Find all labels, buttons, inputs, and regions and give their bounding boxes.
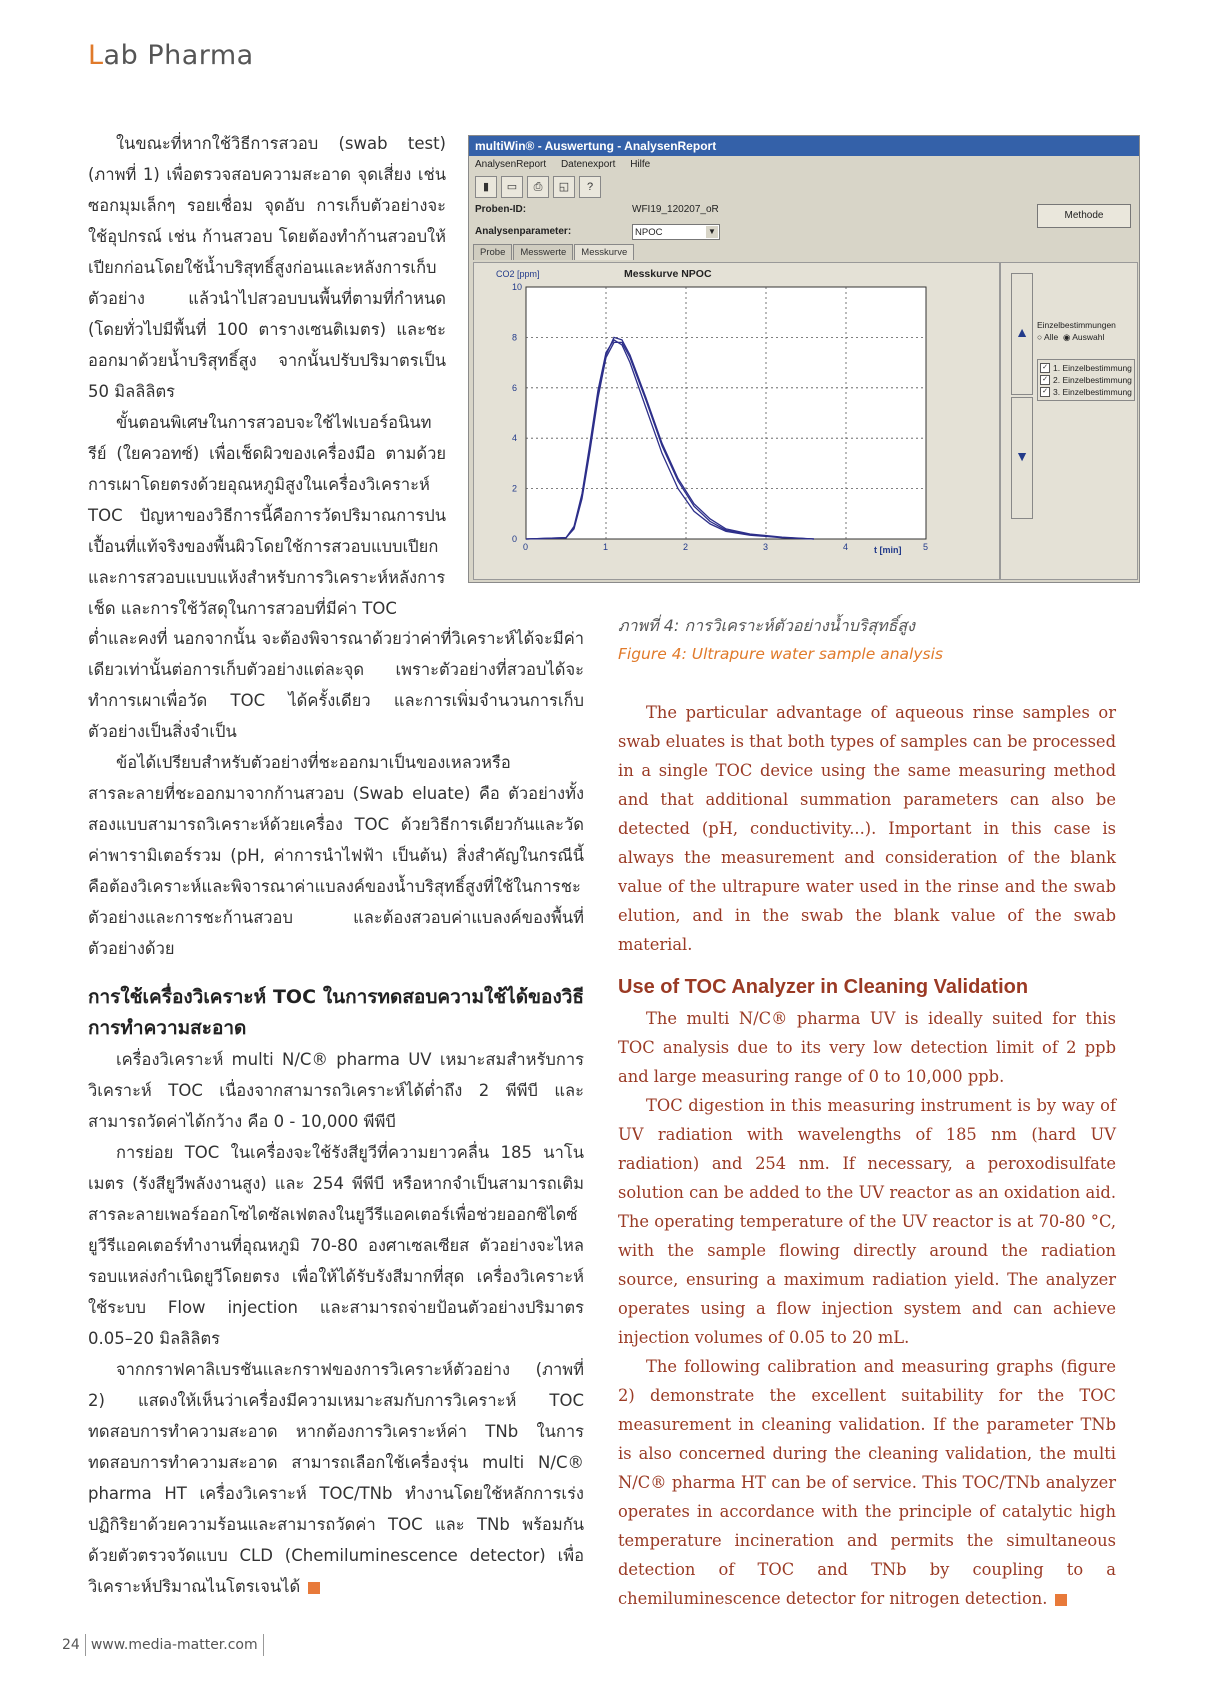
thai-paragraph-6-text: จากกราฟคาลิเบรชันและกราฟของการวิเคราะห์ตัวอย่าง (ภาพที่ 2) แสดงให้เห็นว่าเครื่องมีความเหมาะสมกับการวิเคราะห์ TOC ทดสอบการทำความสะอาด หากต้องการวิเคราะห์ค่า TNb ในการทดสอบการทำความสะอาด สามารถเลือกใช้เครื่องรุ่น multi N/C® pharma HT เครื่องวิเคราะห์ TOC/TNb ทำงานโดยใช้หลักการเร่งปฏิกิริยาด้วยความร้อนและสามารถวัดค่า TOC และ TNb พร้อมกันด้วยตัวตรวจวัดแบบ CLD (Chemiluminescence detector) เพื่อวิเคราะห์ปริมาณไนโตรเจนได้ bbox=[88, 1360, 584, 1596]
parameter-label: Analysenparameter: bbox=[475, 226, 572, 237]
plot-area bbox=[526, 287, 926, 539]
english-paragraph-2: The multi N/C® pharma UV is ideally suited for this TOC analysis due to its very low detection limit of 2 ppb and large measuring range of 0 to 10,000 ppb. bbox=[618, 1009, 1116, 1086]
checkbox-3[interactable] bbox=[1040, 386, 1132, 398]
chart-title: Messkurve NPOC bbox=[624, 268, 712, 280]
thai-section-heading: การใช้เครื่องวิเคราะห์ TOC ในการทดสอบความใช้ได้ของวิธีการทำความสะอาด bbox=[88, 986, 584, 1039]
checkbox-3-label: 3. Einzelbestimmung bbox=[1053, 387, 1132, 397]
thai-paragraph-2: ขั้นตอนพิเศษในการสวอบจะใช้ไฟเบอร์อนินทรีย์ (ใยควอทซ์) เพื่อเช็ดผิวของเครื่องมือ ตามด้วยการเผาโดยตรงด้วยอุณหภูมิสูงในเครื่องวิเคราะห์ TOC ปัญหาของวิธีการนี้คือการวัดปริมาณการปนเปื้อนที่แท้จริงของพื้นผิวโดยใช้การสวอบแบบเปียกและการสวอบแบบแห้งสำหรับการวิเคราะห์หลังการเช็ด และการใช้วัสดุในการสวอบที่มีค่า TOC bbox=[88, 413, 446, 618]
menu-item-hilfe[interactable]: Hilfe bbox=[630, 159, 651, 170]
english-section-heading: Use of TOC Analyzer in Cleaning Validation bbox=[618, 976, 1029, 998]
arrow-up-icon: ▲ bbox=[1015, 324, 1029, 340]
x-tick-label: 4 bbox=[843, 542, 849, 552]
radio-auswahl-label: Auswahl bbox=[1072, 332, 1105, 342]
menu-bar bbox=[469, 156, 1139, 174]
y-tick-label: 2 bbox=[512, 483, 518, 494]
page-footer bbox=[62, 1634, 269, 1656]
checkmark-icon: ✓ bbox=[1040, 375, 1050, 385]
checkmark-icon: ✓ bbox=[1040, 363, 1050, 373]
x-tick-label: 1 bbox=[603, 542, 609, 552]
end-mark-icon bbox=[1055, 1594, 1067, 1606]
brand-rest: ab Pharma bbox=[103, 40, 254, 71]
window-title: multiWin® - Auswertung - AnalysenReport bbox=[469, 136, 1139, 156]
radio-alle-label: Alle bbox=[1044, 332, 1059, 342]
open-folder-icon[interactable]: ▭ bbox=[501, 176, 523, 198]
checkbox-list bbox=[1037, 359, 1135, 401]
group-title: Einzelbestimmungen bbox=[1037, 320, 1116, 330]
x-axis-label: t [min] bbox=[874, 545, 902, 555]
footer-divider bbox=[85, 1634, 86, 1656]
website-url[interactable]: www.media-matter.com bbox=[90, 1637, 258, 1653]
preview-icon[interactable]: ◱ bbox=[553, 176, 575, 198]
y-tick-label: 4 bbox=[512, 433, 518, 444]
menu-item-datenexport[interactable]: Datenexport bbox=[560, 159, 616, 170]
radio-auswahl[interactable]: ◉ Auswahl bbox=[1062, 332, 1105, 342]
y-tick-label: 8 bbox=[512, 332, 518, 343]
help-icon[interactable]: ? bbox=[579, 176, 601, 198]
y-tick-label: 0 bbox=[512, 534, 518, 544]
scroll-up-button[interactable] bbox=[1011, 273, 1033, 395]
exit-icon[interactable]: ▮ bbox=[475, 176, 497, 198]
thai-column-bottom bbox=[88, 623, 584, 1602]
checkbox-2[interactable] bbox=[1040, 374, 1132, 386]
measurement-chart bbox=[474, 263, 999, 579]
english-column bbox=[618, 698, 1116, 1613]
side-panel bbox=[1000, 262, 1138, 580]
scroll-down-button[interactable] bbox=[1011, 397, 1033, 519]
checkbox-1[interactable] bbox=[1040, 362, 1132, 374]
radio-row bbox=[1037, 331, 1135, 343]
thai-paragraph-5: การย่อย TOC ในเครื่องจะใช้รังสียูวีที่ความยาวคลื่น 185 นาโนเมตร (รังสียูวีพลังงานสูง) และ 254 พีพีบี หรือหากจำเป็นสามารถเติมสารละลายเพอร์ออกโซไดซัลเฟตลงในยูวีรีแอคเตอร์เพื่อช่วยออกซิไดซ์ ยูวีรีแอคเตอร์ทำงานที่อุณหภูมิ 70-80 องศาเซลเซียส ตัวอย่างจะไหลรอบแหล่งกำเนิดยูวีโดยตรง เพื่อให้ได้รับรังสีมากที่สุด เครื่องวิเคราะห์ใช้ระบบ Flow injection และสามารถจ่ายป้อนตัวอย่างปริมาตร 0.05–20 มิลลิลิตร bbox=[88, 1143, 584, 1348]
print-icon[interactable]: ⎙ bbox=[527, 176, 549, 198]
x-tick-label: 0 bbox=[523, 542, 529, 552]
radio-alle[interactable]: ○ Alle bbox=[1037, 332, 1059, 342]
thai-paragraph-4: เครื่องวิเคราะห์ multi N/C® pharma UV เหมาะสมสำหรับการวิเคราะห์ TOC เนื่องจากสามารถวิเคราะห์ได้ต่ำถึง 2 พีพีบี และสามารถวัดค่าได้กว้าง คือ 0 - 10,000 พีพีบี bbox=[88, 1050, 584, 1131]
menu-item-analysenreport[interactable]: AnalysenReport bbox=[475, 159, 547, 170]
proben-id-value: WFI19_120207_oR bbox=[632, 204, 719, 215]
x-tick-label: 3 bbox=[763, 542, 769, 552]
footer-divider bbox=[263, 1634, 264, 1656]
y-tick-label: 6 bbox=[512, 382, 518, 393]
caption-english: Figure 4: Ultrapure water sample analysis bbox=[618, 645, 943, 663]
english-paragraph-4 bbox=[618, 1352, 1116, 1613]
checkbox-2-label: 2. Einzelbestimmung bbox=[1053, 375, 1132, 385]
thai-paragraph-6 bbox=[88, 1354, 584, 1602]
checkbox-1-label: 1. Einzelbestimmung bbox=[1053, 363, 1132, 373]
figure-caption bbox=[618, 614, 943, 663]
english-paragraph-1: The particular advantage of aqueous rinse samples or swab eluates is that both types of samples can be processed in a single TOC device using the same measuring method and that additional summation parameters can also be detected (pH, conductivity...). Important in this case is always the measurement and consideration of the blank value of the ultrapure water used in the rinse and the swab elution, and in the swab the blank value of the swab material. bbox=[618, 703, 1116, 954]
caption-thai: ภาพที่ 4: การวิเคราะห์ตัวอย่างน้ำบริสุทธิ์สูง bbox=[618, 616, 915, 635]
einzelbestimmungen-group bbox=[1037, 319, 1135, 401]
x-tick-label: 2 bbox=[683, 542, 689, 552]
parameter-select-value: NPOC bbox=[635, 227, 663, 238]
tab-probe[interactable]: Probe bbox=[473, 244, 512, 260]
english-paragraph-4-text: The following calibration and measuring graphs (figure 2) demonstrate the excellent suitability for the TOC measurement in cleaning validation. If the parameter TNb is also concerned during the cleaning validation, the multi N/C® pharma HT can be of service. This TOC/TNb analyzer operates in accordance with the principle of catalytic high temperature incineration and permits the simultaneous detection of TOC and TNb by coupling to a chemiluminescence detector for nitrogen detection. bbox=[618, 1357, 1116, 1608]
methode-button[interactable]: Methode bbox=[1037, 204, 1131, 228]
proben-id-label: Proben-ID: bbox=[475, 204, 527, 215]
parameter-select[interactable] bbox=[632, 224, 720, 240]
toolbar bbox=[469, 174, 1139, 200]
thai-column-top bbox=[88, 128, 446, 624]
magazine-header bbox=[88, 40, 254, 71]
thai-paragraph-1: ในขณะที่หากใช้วิธีการสวอบ (swab test) (ภาพที่ 1) เพื่อตรวจสอบความสะอาด จุดเสี่ยง เช่น ซอกมุมเล็กๆ รอยเชื่อม จุดอับ การเก็บตัวอย่างจะใช้อุปกรณ์ เช่น ก้านสวอบ โดยต้องทำก้านสวอบให้เปียกก่อนโดยใช้น้ำบริสุทธิ์สูงก่อนและหลังการเก็บตัวอย่าง แล้วนำไปสวอบบนพื้นที่ตามที่กำหนด (โดยทั่วไปมีพื้นที่ 100 ตารางเซนติเมตร) และชะออกมาด้วยน้ำบริสุทธิ์สูง จากนั้นปรับปริมาตรเป็น 50 มิลลิลิตร bbox=[88, 134, 446, 401]
x-tick-label: 5 bbox=[923, 542, 929, 552]
tab-messwerte[interactable]: Messwerte bbox=[513, 244, 573, 260]
tab-messkurve[interactable]: Messkurve bbox=[574, 244, 634, 260]
thai-paragraph-3: ข้อได้เปรียบสำหรับตัวอย่างที่ชะออกมาเป็นของเหลวหรือสารละลายที่ชะออกมาจากก้านสวอบ (Swab eluate) คือ ตัวอย่างทั้งสองแบบสามารถวิเคราะห์ด้วยเครื่อง TOC ด้วยวิธีการเดียวกันและวัดค่าพารามิเตอร์รวม (pH, ค่าการนำไฟฟ้า เป็นต้น) สิ่งสำคัญในกรณีนี้คือต้องวิเคราะห์และพิจารณาค่าแบลงค์ของน้ำบริสุทธิ์สูงที่ใช้ในการชะตัวอย่างและการชะก้านสวอบ และต้องสวอบค่าแบลงค์ของพื้นที่ตัวอย่างด้วย bbox=[88, 753, 584, 958]
checkmark-icon: ✓ bbox=[1040, 387, 1050, 397]
chevron-down-icon: ▼ bbox=[706, 226, 718, 238]
sample-fields bbox=[469, 200, 1139, 248]
end-mark-icon bbox=[308, 1582, 320, 1594]
english-paragraph-3: TOC digestion in this measuring instrument is by way of UV radiation with wavelengths of 185 nm (hard UV radiation) and 254 nm. If necessary, a peroxodisulfate solution can be added to the UV reactor as an oxidation aid. The operating temperature of the UV reactor is at 70-80 °C, with the sample flowing directly around the radiation source, ensuring a maximum radiation yield. The analyzer operates using a flow injection system and can achieve injection volumes of 0.05 to 20 mL. bbox=[618, 1096, 1116, 1347]
tab-strip bbox=[473, 244, 635, 260]
y-axis-label: CO2 [ppm] bbox=[496, 269, 540, 279]
arrow-down-icon: ▼ bbox=[1015, 448, 1029, 464]
plot-panel bbox=[473, 262, 1000, 580]
page-number: 24 bbox=[62, 1637, 80, 1653]
y-tick-label: 10 bbox=[512, 282, 523, 292]
software-screenshot bbox=[468, 135, 1140, 583]
brand-initial: L bbox=[88, 40, 104, 71]
thai-paragraph-2-cont: ต่ำและคงที่ นอกจากนั้น จะต้องพิจารณาด้วยว่าค่าที่วิเคราะห์ได้จะมีค่าเดียวเท่านั้นต่อการเก็บตัวอย่างแต่ละจุด เพราะตัวอย่างที่สวอบได้จะทำการเผาเพื่อวัด TOC ได้ครั้งเดียว และการเพิ่มจำนวนการเก็บตัวอย่างเป็นสิ่งจำเป็น bbox=[88, 629, 584, 741]
